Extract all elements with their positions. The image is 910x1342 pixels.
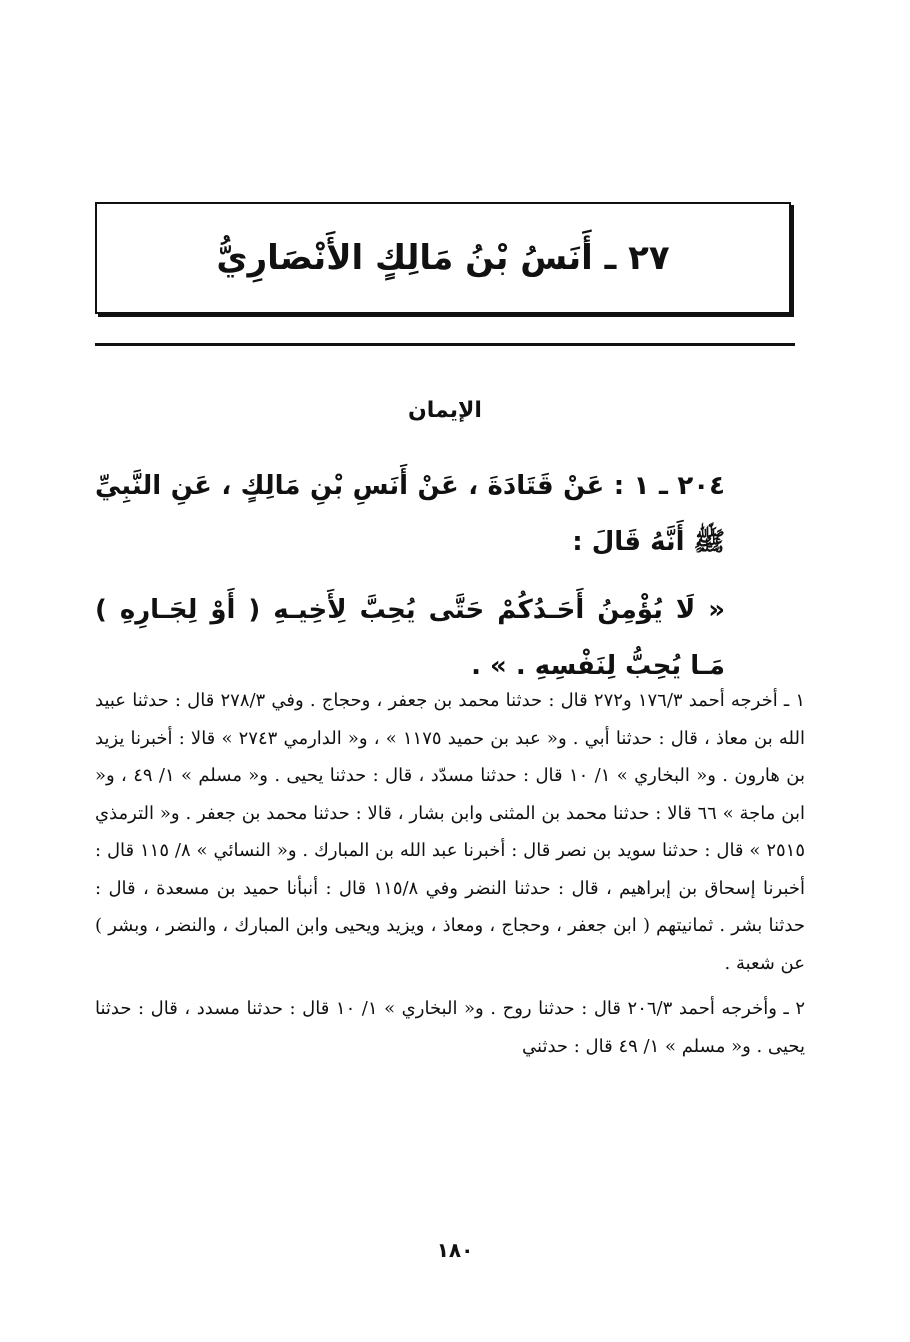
hadith-block bbox=[95, 458, 725, 694]
section-heading: الإيمان bbox=[408, 398, 482, 423]
chapter-title-box bbox=[95, 202, 791, 314]
hadith-isnad: ٢٠٤ ـ ١ : عَنْ قَتَادَةَ ، عَنْ أَنَسِ بْنِ مَالِكٍ ، عَنِ النَّبِيِّ ﷺ أَنَّهُ قَالَ : bbox=[95, 471, 725, 557]
chapter-title: ٢٧ ـ أَنَسُ بْنُ مَالِكٍ الأَنْصَارِيُّ bbox=[216, 238, 670, 278]
footnote-2: ٢ ـ وأخرجه أحمد ٢٠٦/٣ قال : حدثنا روح . و« البخاري » ١/ ١٠ قال : حدثنا مسدد ، قال : حدثنا يحيى . و« مسلم » ١/ ٤٩ قال : حدثني bbox=[95, 998, 805, 1057]
footnotes bbox=[95, 682, 805, 1073]
page-number: ١٨٠ bbox=[436, 1238, 474, 1262]
hadith-text: « لَا يُؤْمِنُ أَحَـدُكُمْ حَتَّى يُحِبَّ لِأَخِيـهِ ( أَوْ لِجَـارِهِ ) مَـا يُحِبُّ لِنَفْسِهِ . » . bbox=[95, 595, 725, 681]
footnote-1: ١ ـ أخرجه أحمد ١٧٦/٣ و٢٧٢ قال : حدثنا محمد بن جعفر ، وحجاج . وفي ٢٧٨/٣ قال : حدثنا عبيد الله بن معاذ ، قال : حدثنا أبي . و« عبد بن حميد ١١٧٥ » ، و« الدارمي ٢٧٤٣ » قالا : أخبرنا يزيد بن هارون . و« البخاري » ١/ ١٠ قال : حدثنا مسدّد ، قال : حدثنا يحيى . و« مسلم » ١/ ٤٩ ، و« ابن ماجة » ٦٦ قالا : حدثنا محمد بن المثنى وابن بشار ، قالا : حدثنا محمد بن جعفر . و« الترمذي ٢٥١٥ » قال : حدثنا سويد بن نصر قال : أخبرنا عبد الله بن المبارك . و« النسائي » ٨/ ١١٥ قال : أخبرنا إسحاق بن إبراهيم ، قال : حدثنا النضر وفي ١١٥/٨ قال : أنبأنا حميد بن مسعدة ، قال : حدثنا بشر . ثمانيتهم ( ابن جعفر ، وحجاج ، ومعاذ ، ويزيد ويحيى وابن المبارك ، والنضر ، وبشر ) عن شعبة . bbox=[95, 690, 806, 974]
horizontal-rule bbox=[95, 343, 795, 346]
